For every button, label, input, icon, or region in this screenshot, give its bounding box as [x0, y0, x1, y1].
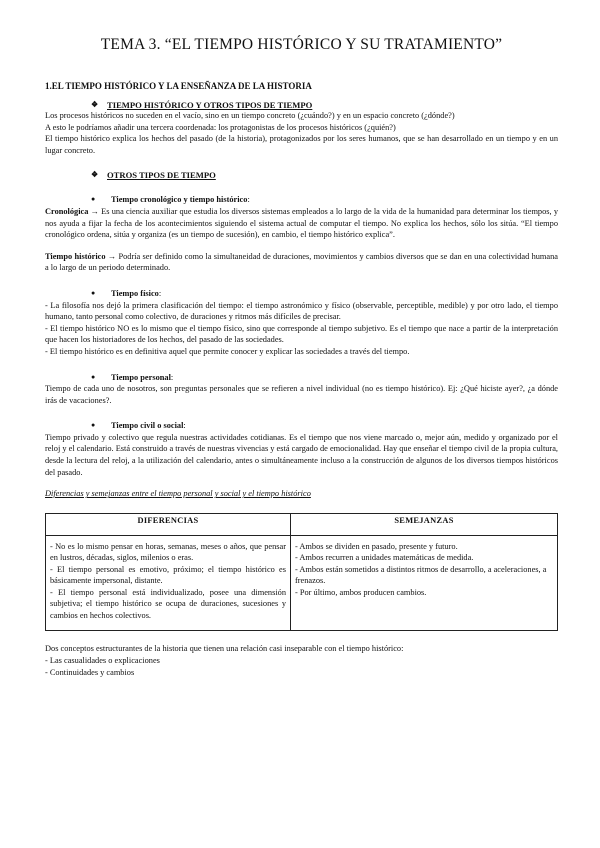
list-item: - Ambos están sometidos a distintos ritmos de desarrollo, a aceleraciones, a frenazos. [295, 564, 547, 586]
bullet-heading-text: Tiempo personal [111, 372, 171, 382]
paragraph: Tiempo privado y colectivo que regula nuestras actividades cotidianas. Es el tiempo que nos viene marcado o, mejor aún, medido y organizado por el reloj y el calendario. Está construido a través de nuestras vivencias y está cargado de emocionalidad. Hay que enseñar el tiempo civil de la propia cultura, desde la lectura del reloj, a la utilización del calendario, antes o simultáneamente incluso a la construcción de algunos de los diversos tiempos históricos del pasado. [45, 432, 558, 477]
paragraph: - El tiempo histórico es en definitiva aquel que permite conocer y explicar las sociedades a través del tiempo. [45, 346, 410, 356]
table-header-row [46, 513, 558, 535]
diferencias-cell [46, 535, 291, 631]
list-item: - El tiempo personal está individualizado, posee una dimensión subjetiva; el tiempo histórico se ocupa de duraciones, sucesiones y cambios en hechos colectivos. [50, 587, 286, 620]
paragraph: El tiempo histórico explica los hechos del pasado (de la historia), protagonizados por los seres humanos, que se han desarrollado en un tiempo y en un lugar concreto. [45, 134, 558, 155]
bullet-heading-text: Tiempo cronológico y tiempo histórico [111, 195, 248, 205]
list-item: - Ambos se dividen en pasado, presente y futuro. [295, 541, 458, 551]
section-heading: 1.EL TIEMPO HISTÓRICO Y LA ENSEÑANZA DE LA HISTORIA [45, 81, 312, 91]
list-item: - No es lo mismo pensar en horas, semanas, meses o años, que pensar en lustros, décadas, siglos, milenios o eras. [50, 541, 286, 563]
paragraph: Los procesos históricos no suceden en el vacío, sino en un tiempo concreto (¿cuándo?) y en un espacio concreto (¿dónde?) [45, 111, 455, 120]
column-header-semejanzas: SEMEJANZAS [291, 513, 558, 535]
subsection-heading-text: OTROS TIPOS DE TIEMPO [107, 170, 216, 181]
round-bullet-icon: ● [91, 288, 96, 297]
list-item: - Ambos recurren a unidades matemáticas de medida. [295, 553, 474, 563]
column-header-diferencias: DIFERENCIAS [46, 513, 291, 535]
paragraph: Dos conceptos estructurantes de la historia que tienen una relación casi inseparable con el tiempo histórico: [45, 644, 404, 654]
bullet-heading: ● Tiempo físico: [91, 288, 162, 298]
list-item: - Continuidades y cambios [45, 667, 135, 677]
bullet-heading-text: Tiempo civil o social [111, 421, 184, 431]
list-item: - El tiempo personal es emotivo, próximo; el tiempo histórico es básicamente impersonal, distante. [50, 564, 286, 586]
subsection-heading [45, 170, 558, 180]
paragraph: - La filosofía nos dejó la primera clasificación del tiempo: el tiempo astronómico y físico (observable, perceptible, medible) y por otro lado, el tiempo humano, tanto personal como colectivo, de duraciones y ritmos más difíciles de precisar. [45, 300, 558, 322]
paragraph: Cronológica → Es una ciencia auxiliar que estudia los diversos sistemas empleados a lo largo de la vida de la humanidad para determinar los tiempos, y nos ayuda a fijar la fecha de los acontecimientos siguiendo el sistema actual de computar el tiempo. No explica los hechos, sólo los sitúa. “El tiempo cronológico ordena, sitúa y organiza (es un tiempo de sucesión), en cambio, el tiempo histórico explica”. [45, 206, 558, 240]
paragraph: - El tiempo histórico NO es lo mismo que el tiempo físico, sino que corresponde al tiempo subjetivo. Es el tiempo que nace a partir de la interpretación que hacen los historiadores de los hechos, del pasado de las sociedades. [45, 323, 558, 345]
term: Cronológica [45, 206, 89, 216]
round-bullet-icon: ● [91, 421, 96, 430]
semejanzas-cell [291, 535, 558, 631]
round-bullet-icon: ● [91, 372, 96, 381]
table-row [46, 535, 558, 631]
paragraph: A esto le podríamos añadir una tercera coordenada: los protagonistas de los procesos históricos (¿quién?) [45, 122, 396, 132]
comparison-table [45, 513, 558, 632]
bullet-heading: ● Tiempo civil o social: [91, 421, 186, 431]
diamond-bullet-icon: ❖ [91, 170, 99, 180]
document-title: TEMA 3. “EL TIEMPO HISTÓRICO Y SU TRATAMIENTO” [100, 36, 503, 53]
subsection-heading-text: TIEMPO HISTÓRICO Y OTROS TIPOS DE TIEMPO [107, 100, 313, 110]
bullet-heading-text: Tiempo físico [111, 288, 159, 298]
list-item: - Las casualidades o explicaciones [45, 655, 160, 665]
round-bullet-icon: ● [91, 195, 96, 204]
paragraph: Tiempo de cada uno de nosotros, son preguntas personales que se refieren a nivel individual (no es tiempo histórico). Ej: ¿Qué hiciste ayer?, ¿a dónde irás de vacaciones?. [45, 384, 558, 405]
paragraph: Tiempo histórico → Podría ser definido como la simultaneidad de duraciones, movimientos y cambios diversos que se dan en una colectividad humana a lo largo de un periodo determinado. [45, 251, 558, 273]
diamond-bullet-icon: ❖ [91, 100, 99, 109]
bullet-heading: ● Tiempo personal: [91, 372, 174, 382]
table-caption: Diferencias y semejanzas entre el tiempo personal y social y el tiempo histórico [45, 489, 311, 499]
list-item: - Por último, ambos producen cambios. [295, 587, 427, 597]
bullet-heading: ● Tiempo cronológico y tiempo histórico: [91, 195, 250, 205]
term: Tiempo histórico [45, 251, 106, 261]
document-page [45, 36, 558, 678]
subsection-heading [45, 100, 558, 110]
